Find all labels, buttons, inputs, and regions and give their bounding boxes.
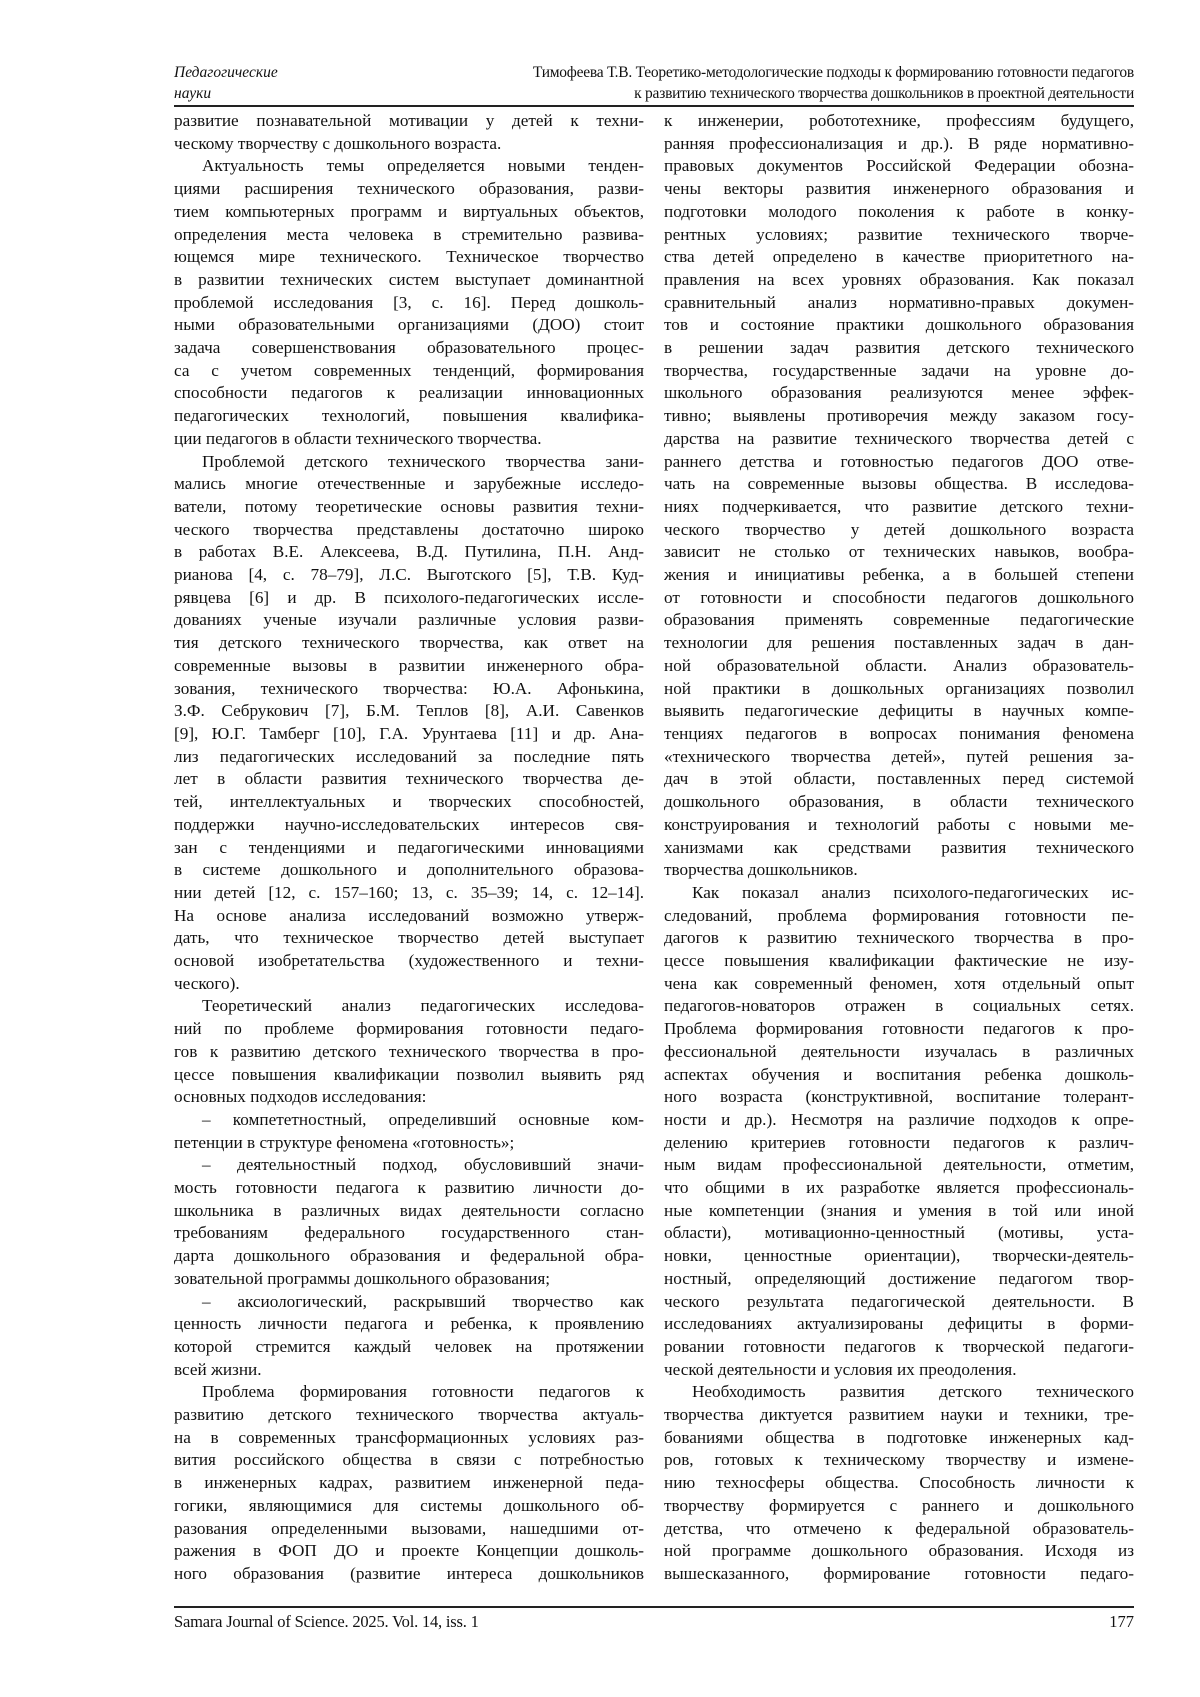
text-line: школьника в различных видах деятельности согласно xyxy=(174,1200,644,1223)
text-line: – деятельностный подход, обусловивший значи- xyxy=(174,1154,644,1177)
text-line: творчества дошкольников. xyxy=(664,859,1134,882)
text-line: детства, что отмечено к федеральной образователь- xyxy=(664,1518,1134,1541)
article-title-line: к развитию технического творчества дошкольников в проектной деятельности xyxy=(533,83,1134,104)
text-line: педагогических технологий, повышения квалифика- xyxy=(174,405,644,428)
text-line: Проблемой детского технического творчества зани- xyxy=(174,451,644,474)
text-line: чена как современный феномен, хотя отдельный опыт xyxy=(664,973,1134,996)
text-line: фессиональной деятельности изучалась в различных xyxy=(664,1041,1134,1064)
text-line: делению критериев готовности педагогов к различ- xyxy=(664,1132,1134,1155)
text-line: тия детского технического творчества, как ответ на xyxy=(174,632,644,655)
text-line: образования применять современные педагогические xyxy=(664,609,1134,632)
text-line: Проблема формирования готовности педагогов к про- xyxy=(664,1018,1134,1041)
text-line: проблемой исследования [3, с. 16]. Перед дошколь- xyxy=(174,292,644,315)
footer-rule xyxy=(174,1606,1134,1608)
text-line: в системе дошкольного и дополнительного образова- xyxy=(174,859,644,882)
paragraph xyxy=(174,1109,644,1154)
text-line: от готовности и способности педагогов дошкольного xyxy=(664,587,1134,610)
text-line: ной программе дошкольного образования. Исходя из xyxy=(664,1540,1134,1563)
paragraph xyxy=(174,1291,644,1382)
text-line: ватели, потому теоретические основы развития техни- xyxy=(174,496,644,519)
text-line: ценность личности педагога и ребенка, к проявлению xyxy=(174,1313,644,1336)
section-name-line: Педагогические xyxy=(174,62,278,83)
article-title-line: Тимофеева Т.В. Теоретико-методологические подходы к формированию готовности педагогов xyxy=(533,62,1134,83)
text-line: зовательной программы дошкольного образования; xyxy=(174,1268,644,1291)
text-line: дошкольного образования, в области технического xyxy=(664,791,1134,814)
right-column xyxy=(664,110,1134,1586)
text-line: следований, проблема формирования готовности пе- xyxy=(664,905,1134,928)
paragraph xyxy=(174,110,644,155)
text-line: поддержки научно-исследовательских интересов свя- xyxy=(174,814,644,837)
text-line: сравнительный анализ нормативно-правых докумен- xyxy=(664,292,1134,315)
article-title-header xyxy=(533,62,1134,104)
text-line: ческой деятельности и условия их преодоления. xyxy=(664,1359,1134,1382)
text-line: в решении задач развития детского технического xyxy=(664,337,1134,360)
text-line: ного образования (развитие интереса дошкольников xyxy=(174,1563,644,1586)
text-line: ности и др.). Несмотря на различие подходов к опре- xyxy=(664,1109,1134,1132)
text-line: бованиями общества в подготовке инженерных кад- xyxy=(664,1427,1134,1450)
text-line: гогики, являющимися для системы дошкольного об- xyxy=(174,1495,644,1518)
text-line: тов и состояние практики дошкольного образования xyxy=(664,314,1134,337)
text-line: ранняя профессионализация и др.). В ряде нормативно- xyxy=(664,133,1134,156)
text-line: ной практики в дошкольных организациях позволил xyxy=(664,678,1134,701)
text-line: тием компьютерных программ и виртуальных объектов, xyxy=(174,201,644,224)
text-line: – компететностный, определивший основные ком- xyxy=(174,1109,644,1132)
text-line: петенции в структуре феномена «готовность»; xyxy=(174,1132,644,1155)
text-line: ческому творчеству с дошкольного возраста. xyxy=(174,133,644,156)
text-line: правления на всех уровнях образования. Как показал xyxy=(664,269,1134,292)
text-line: определения места человека в стремительно развива- xyxy=(174,224,644,247)
text-line: лет в области развития технического творчества де- xyxy=(174,768,644,791)
text-line: ческого творчества представлены достаточно широко xyxy=(174,519,644,542)
text-line: «технического творчества детей», путей решения за- xyxy=(664,746,1134,769)
text-line: ров, готовых к техническому творчеству и измене- xyxy=(664,1449,1134,1472)
text-line: рентных условиях; развитие технического творче- xyxy=(664,224,1134,247)
text-line: подготовки молодого поколения к работе в конку- xyxy=(664,201,1134,224)
text-line: тивно; выявлены противоречия между заказом госу- xyxy=(664,405,1134,428)
text-line: дованиях ученые изучали различные условия разви- xyxy=(174,609,644,632)
text-line: рианова [4, с. 78–79], Л.С. Выготского [5], Т.В. Куд- xyxy=(174,564,644,587)
text-line: – аксиологический, раскрывший творчество как xyxy=(174,1291,644,1314)
text-line: разования определенными вызовами, нашедшими от- xyxy=(174,1518,644,1541)
paragraph xyxy=(174,995,644,1109)
paragraph xyxy=(174,451,644,996)
text-line: в работах В.Е. Алексеева, В.Д. Путилина, П.Н. Анд- xyxy=(174,541,644,564)
text-line: циями расширения технического образования, разви- xyxy=(174,178,644,201)
text-line: в инженерных кадрах, развитием инженерной педа- xyxy=(174,1472,644,1495)
text-line: ные компетенции (знания и умения в той или иной xyxy=(664,1200,1134,1223)
text-line: цессе повышения квалификации фактические не изу- xyxy=(664,950,1134,973)
text-line: в развитии технических систем выступает доминантной xyxy=(174,269,644,292)
text-line: зования, технического творчества: Ю.А. Афонькина, xyxy=(174,678,644,701)
text-line: ровании готовности педагогов к творческой педагоги- xyxy=(664,1336,1134,1359)
text-line: ностный, определяющий достижение педагогом твор- xyxy=(664,1268,1134,1291)
text-line: [9], Ю.Г. Тамберг [10], Г.А. Урунтаева [11] и др. Ана- xyxy=(174,723,644,746)
paragraph xyxy=(664,882,1134,1381)
text-line: ний по проблеме формирования готовности педаго- xyxy=(174,1018,644,1041)
text-line: ными образовательными организациями (ДОО) стоит xyxy=(174,314,644,337)
text-line: нию техносферы общества. Способность личности к xyxy=(664,1472,1134,1495)
text-line: ческого). xyxy=(174,973,644,996)
text-line: выявить педагогические дефициты в научных компе- xyxy=(664,700,1134,723)
paragraph xyxy=(664,110,1134,882)
text-line: основных подходов исследования: xyxy=(174,1086,644,1109)
text-line: творчества, государственные задачи на уровне до- xyxy=(664,360,1134,383)
text-line: творчеству формируется с раннего и дошкольного xyxy=(664,1495,1134,1518)
text-line: са с учетом современных тенденций, формирования xyxy=(174,360,644,383)
text-line: ческого творчество у детей дошкольного возраста xyxy=(664,519,1134,542)
text-line: к инженерии, робототехнике, профессиям будущего, xyxy=(664,110,1134,133)
text-line: ющемся мире технического. Техническое творчество xyxy=(174,246,644,269)
text-line: новки, ценностные ориентации), творчески-деятель- xyxy=(664,1245,1134,1268)
text-line: жения и инициативы ребенка, а в большей степени xyxy=(664,564,1134,587)
text-line: дагогов к развитию технического творчества в про- xyxy=(664,927,1134,950)
text-line: ханизмами как средствами развития технического xyxy=(664,837,1134,860)
text-line: Теоретический анализ педагогических исследова- xyxy=(174,995,644,1018)
text-line: что общими в их разработке является профессиональ- xyxy=(664,1177,1134,1200)
header-rule xyxy=(174,105,1134,107)
paragraph xyxy=(664,1381,1134,1585)
paragraph xyxy=(174,1381,644,1585)
left-column xyxy=(174,110,644,1586)
text-line: области), мотивационно-ценностный (мотивы, уста- xyxy=(664,1222,1134,1245)
text-line: ражения в ФОП ДО и проекте Концепции дошколь- xyxy=(174,1540,644,1563)
text-line: которой стремится каждый человек на протяжении xyxy=(174,1336,644,1359)
text-line: современные вызовы в развитии инженерного обра- xyxy=(174,655,644,678)
text-line: ниях подчеркивается, что развитие детского техни- xyxy=(664,496,1134,519)
text-line: основой изобретательства (художественного и техни- xyxy=(174,950,644,973)
paragraph xyxy=(174,155,644,450)
text-line: требованиям федерального государственного стан- xyxy=(174,1222,644,1245)
text-line: школьного образования реализуются менее эффек- xyxy=(664,382,1134,405)
text-line: аспектах обучения и воспитания ребенка дошколь- xyxy=(664,1064,1134,1087)
text-line: ства детей определено в качестве приоритетного на- xyxy=(664,246,1134,269)
text-line: Необходимость развития детского технического xyxy=(664,1381,1134,1404)
text-line: развитие познавательной мотивации у детей к техни- xyxy=(174,110,644,133)
text-line: на в современных трансформационных условиях раз- xyxy=(174,1427,644,1450)
text-line: ного возраста (конструктивной, воспитание толерант- xyxy=(664,1086,1134,1109)
text-line: дарта дошкольного образования и федеральной обра- xyxy=(174,1245,644,1268)
text-line: способности педагогов к реализации инновационных xyxy=(174,382,644,405)
text-line: З.Ф. Себрукович [7], Б.М. Теплов [8], А.И. Савенков xyxy=(174,700,644,723)
section-name xyxy=(174,62,278,104)
text-line: гов к развитию детского технического творчества в про- xyxy=(174,1041,644,1064)
text-line: задача совершенствования образовательного процес- xyxy=(174,337,644,360)
text-line: технологии для решения поставленных задач в дан- xyxy=(664,632,1134,655)
text-line: На основе анализа исследований возможно утверж- xyxy=(174,905,644,928)
text-line: ции педагогов в области технического творчества. xyxy=(174,428,644,451)
text-line: раннего детства и готовностью педагогов ДОО отве- xyxy=(664,451,1134,474)
text-line: дач в этой области, поставленных перед системой xyxy=(664,768,1134,791)
text-line: правовых документов Российской Федерации обозна- xyxy=(664,155,1134,178)
text-line: чать на современные вызовы общества. В исследова- xyxy=(664,473,1134,496)
section-name-line: науки xyxy=(174,83,278,104)
text-line: зависит не столько от технических навыков, вообра- xyxy=(664,541,1134,564)
text-line: чены векторы развития инженерного образования и xyxy=(664,178,1134,201)
text-line: Как показал анализ психолого-педагогических ис- xyxy=(664,882,1134,905)
text-line: вития российского общества в связи с потребностью xyxy=(174,1449,644,1472)
text-line: ным видам профессиональной деятельности, отметим, xyxy=(664,1154,1134,1177)
text-line: Проблема формирования готовности педагогов к xyxy=(174,1381,644,1404)
text-line: зан с тенденциями и педагогическими инновациями xyxy=(174,837,644,860)
text-line: нии детей [12, с. 157–160; 13, с. 35–39; 14, с. 12–14]. xyxy=(174,882,644,905)
text-line: тенциях педагогов в вопросах понимания феномена xyxy=(664,723,1134,746)
text-line: Актуальность темы определяется новыми тенден- xyxy=(174,155,644,178)
paragraph xyxy=(174,1154,644,1290)
text-line: рявцева [6] и др. В психолого-педагогических иссле- xyxy=(174,587,644,610)
text-line: дарства на развитие технического творчества детей с xyxy=(664,428,1134,451)
text-line: тей, интеллектуальных и творческих способностей, xyxy=(174,791,644,814)
text-line: мость готовности педагога к развитию личности до- xyxy=(174,1177,644,1200)
text-line: всей жизни. xyxy=(174,1359,644,1382)
page-number: 177 xyxy=(1109,1612,1134,1632)
text-line: ной образовательной области. Анализ образователь- xyxy=(664,655,1134,678)
text-line: творчества диктуется развитием науки и техники, тре- xyxy=(664,1404,1134,1427)
journal-citation: Samara Journal of Science. 2025. Vol. 14, iss. 1 xyxy=(174,1612,479,1632)
text-line: развитию детского технического творчества актуаль- xyxy=(174,1404,644,1427)
text-line: мались многие отечественные и зарубежные исследо- xyxy=(174,473,644,496)
text-line: цессе повышения квалификации позволил выявить ряд xyxy=(174,1064,644,1087)
text-line: ческого результата педагогической деятельности. В xyxy=(664,1291,1134,1314)
text-line: педагогов-новаторов отражен в социальных сетях. xyxy=(664,995,1134,1018)
text-line: исследованиях актуализированы дефициты в форми- xyxy=(664,1313,1134,1336)
text-line: дать, что техническое творчество детей выступает xyxy=(174,927,644,950)
text-line: лиз педагогических исследований за последние пять xyxy=(174,746,644,769)
text-line: конструирования и технологий работы с новыми ме- xyxy=(664,814,1134,837)
text-line: вышесказанного, формирование готовности педаго- xyxy=(664,1563,1134,1586)
